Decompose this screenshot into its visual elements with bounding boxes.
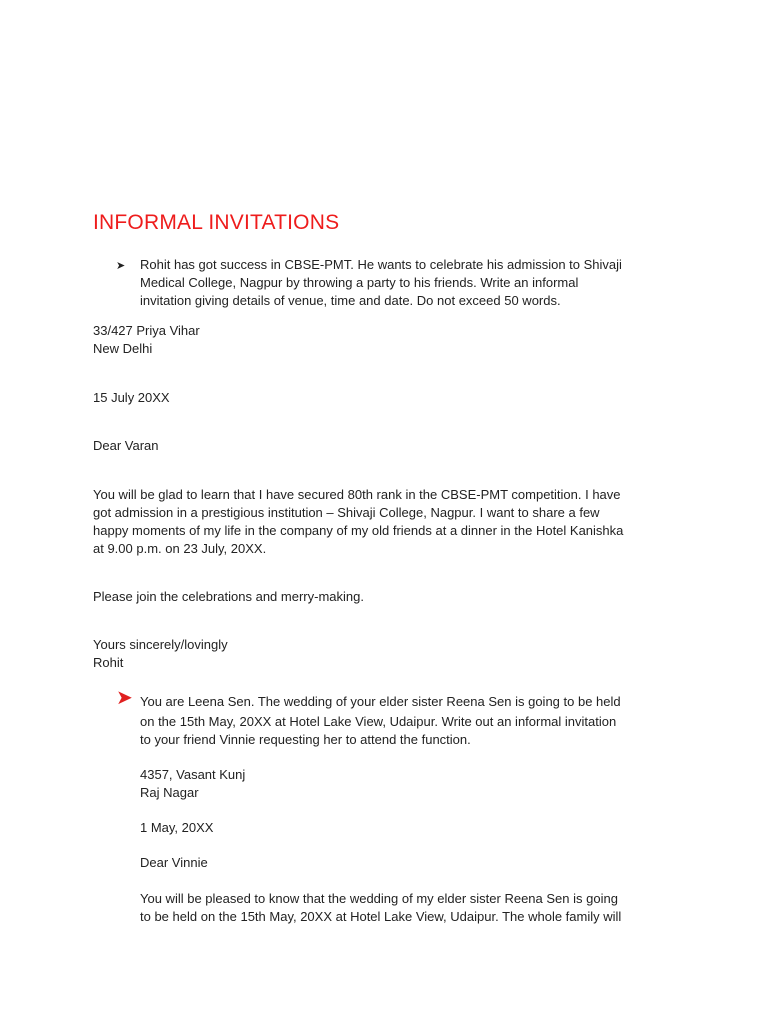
question-1-line: Rohit has got success in CBSE-PMT. He wants to celebrate his admission to Shivaji [140,257,622,272]
salutation: Dear Vinnie [140,855,208,870]
question-1-line: invitation giving details of venue, time and date. Do not exceed 50 words. [140,293,561,308]
page-title: INFORMAL INVITATIONS [93,211,340,234]
letter-body-line: to be held on the 15th May, 20XX at Hotel Lake View, Udaipur. The whole family will [140,909,622,924]
red-arrow-bullet-icon: ➤ [116,687,133,709]
question-2-line: on the 15th May, 20XX at Hotel Lake View, Udaipur. Write out an informal invitation [140,714,617,729]
sender-address-line: Raj Nagar [140,785,199,800]
letter-date: 15 July 20XX [93,390,170,405]
letter-body-line: You will be glad to learn that I have secured 80th rank in the CBSE-PMT competition. I have [93,487,621,502]
sender-address-line: New Delhi [93,341,153,356]
question-2-line: to your friend Vinnie requesting her to attend the function. [140,732,471,747]
letter-body-line: You will be pleased to know that the wedding of my elder sister Reena Sen is going [140,891,618,906]
letter-request: Please join the celebrations and merry-making. [93,589,364,604]
letter-signature: Rohit [93,655,124,670]
sender-address-line: 4357, Vasant Kunj [140,767,246,782]
letter-closing: Yours sincerely/lovingly [93,637,228,652]
letter-date: 1 May, 20XX [140,820,214,835]
letter-body-line: got admission in a prestigious institution – Shivaji College, Nagpur. I want to share a few [93,505,600,520]
letter-body-line: happy moments of my life in the company of my old friends at a dinner in the Hotel Kanishka [93,523,624,538]
arrow-bullet-icon: ➤ [116,260,126,272]
letter-body-line: at 9.00 p.m. on 23 July, 20XX. [93,541,267,556]
salutation: Dear Varan [93,438,159,453]
question-2-line: You are Leena Sen. The wedding of your elder sister Reena Sen is going to be held [140,694,621,709]
question-1-line: Medical College, Nagpur by throwing a party to his friends. Write an informal [140,275,579,290]
sender-address-line: 33/427 Priya Vihar [93,323,200,338]
